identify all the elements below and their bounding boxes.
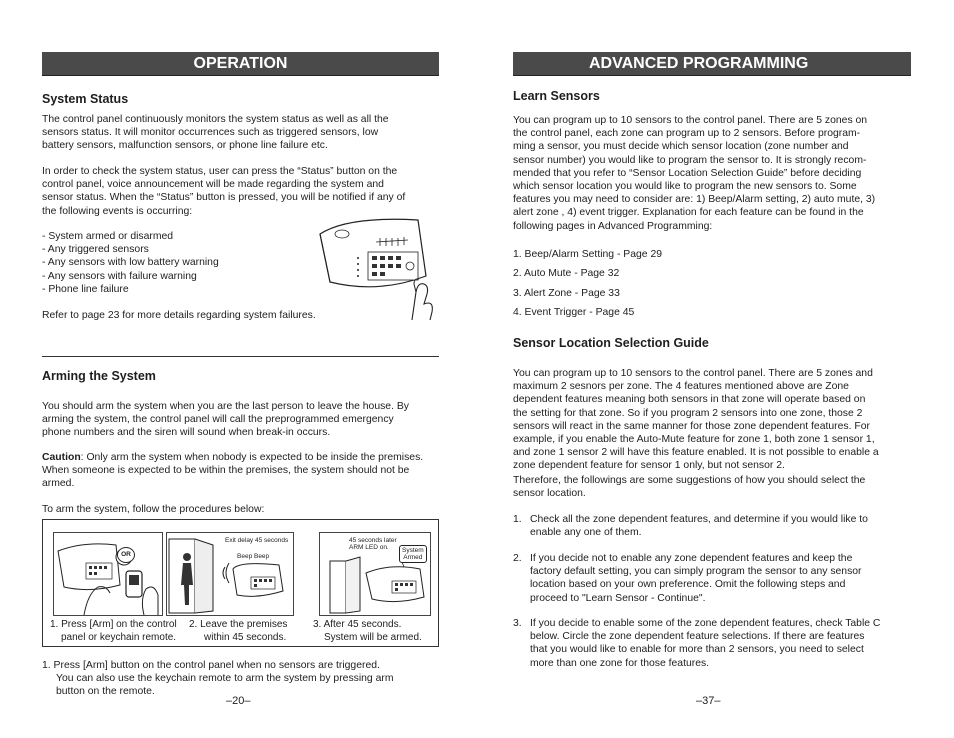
arming-heading: Arming the System (42, 369, 156, 383)
guide-para: You can program up to 10 sensors to the control panel. There are 5 zones and maximum 2 sesnors per zone. The 4 features mentioned above are Zone dependent features meaning both sensors in that zone will operate based on the setting for that zone. So if you program 2 sensors into one zone, those 2 sensors will react in the same manner for those zone dependent features. For example, if you enable the Auto-Mute feature for zone 1, both zone 1 sensor 1, and zone 1 sensor 2 will have this feature enabled. It is not possible to enable a zone dependent feature for sensor 1 only, but not sensor 2. (513, 368, 879, 472)
arming-para-1: You should arm the system when you are the last person to leave the house. By arming the system, the control panel will call the preprogrammed emergency phone numbers and the siren will sound when break-in occurs. (42, 401, 409, 439)
step-2-caption: 2. Leave the premises within 45 seconds. (189, 619, 288, 643)
page-number-left: –20– (226, 695, 251, 707)
page-number-right: –37– (696, 695, 721, 707)
feature-page-2: 2. Auto Mute - Page 32 (513, 268, 620, 279)
sensor-location-guide-heading: Sensor Location Selection Guide (513, 336, 709, 350)
list-item: - Any sensors with low battery warning (42, 257, 219, 269)
exit-delay-text: Exit delay 45 seconds (225, 537, 289, 544)
feature-page-4: 4. Event Trigger - Page 45 (513, 307, 635, 318)
guide-item-2: 2. If you decide not to enable any zone dependent features and keep the factory default setting, you can simply program the sensor to any sensor location based on your own preference. Omit the following steps and proceed to "Learn Sensor - Continue". (513, 553, 862, 604)
procedure-intro: To arm the system, follow the procedures below: (42, 504, 265, 515)
step-1-caption: 1. Press [Arm] on the control panel or keychain remote. (50, 619, 177, 643)
feature-page-1: 1. Beep/Alarm Setting - Page 29 (513, 249, 663, 260)
later-text: 45 seconds later ARM LED on. (349, 537, 397, 551)
advanced-programming-banner: ADVANCED PROGRAMMING (513, 52, 911, 76)
status-events-list (42, 230, 219, 296)
learn-sensors-para: You can program up to 10 sensors to the control panel. There are 5 zones on the control panel, each zone can program up to 2 sensors. Before program- ming a sensor, you must decide which sensor location (zone number and sensor number) you would like to program the sensor to. It is strongly recom- mended that you refer to “Sensor Location Selection Guide” before deciding which sensor location you would like to program the new sensors to. Some features you may need to consider are: 1) Beep/Alarm setting, 2) auto mute, 3) alert zone , 4) event trigger. Explanation for each feature can be found in the following pages in Advanced Programming: (513, 115, 876, 232)
system-armed-callout: System Armed (399, 545, 427, 563)
operation-banner: OPERATION (42, 52, 439, 76)
caution-label: Caution (42, 452, 81, 463)
step-3-caption: 3. After 45 seconds. System will be armed. (313, 619, 422, 643)
control-panel-illustration (308, 208, 448, 320)
arming-step-1: 1. Press [Arm] button on the control panel when no sensors are triggered. You can also use the keychain remote to arm the system by pressing arm button on the remote. (42, 660, 394, 698)
step-1-image (53, 532, 163, 616)
status-para-2: In order to check the system status, user can press the “Status” button on the control panel, voice announcement will be made regarding the system and sensor status. When the “Status” button is pressed, you will be notified if any of the following events is occurring: (42, 166, 406, 217)
section-divider (42, 356, 439, 357)
beep-text: Beep Beep (237, 553, 270, 560)
guide-item-1: 1. Check all the zone dependent features, and determine if you would like to enable any one of them. (513, 514, 868, 539)
feature-page-3: 3. Alert Zone - Page 33 (513, 288, 620, 299)
caution-para: Caution: Only arm the system when nobody is expected to be inside the premises. When someone is expected to be within the premises, the system should not be armed. (42, 452, 424, 490)
list-item: - Phone line failure (42, 283, 129, 295)
learn-sensors-heading: Learn Sensors (513, 89, 600, 103)
or-badge: OR (117, 547, 135, 563)
therefore-para: Therefore, the followings are some suggestions of how you should select the sensor location. (513, 475, 866, 500)
refer-text: Refer to page 23 for more details regarding system failures. (42, 310, 316, 321)
list-item: - Any triggered sensors (42, 244, 149, 256)
system-status-heading: System Status (42, 92, 129, 106)
step-2-image (166, 532, 294, 616)
arming-steps-diagram (42, 519, 439, 647)
list-item: - System armed or disarmed (42, 231, 174, 242)
list-item: - Any sensors with failure warning (42, 270, 197, 282)
guide-item-3: 3. If you decide to enable some of the zone dependent features, check Table C below. Circle the zone dependent feature selections. If there are features that you would like to enable for more than 2 sensors, you need to select more than one zone for those features. (513, 618, 881, 669)
status-para-1: The control panel continuously monitors the system status as well as all the sensors status. It will monitor occurrences such as triggered sensors, low battery sensors, malfunction sensors, or phone line failure etc. (42, 114, 389, 152)
